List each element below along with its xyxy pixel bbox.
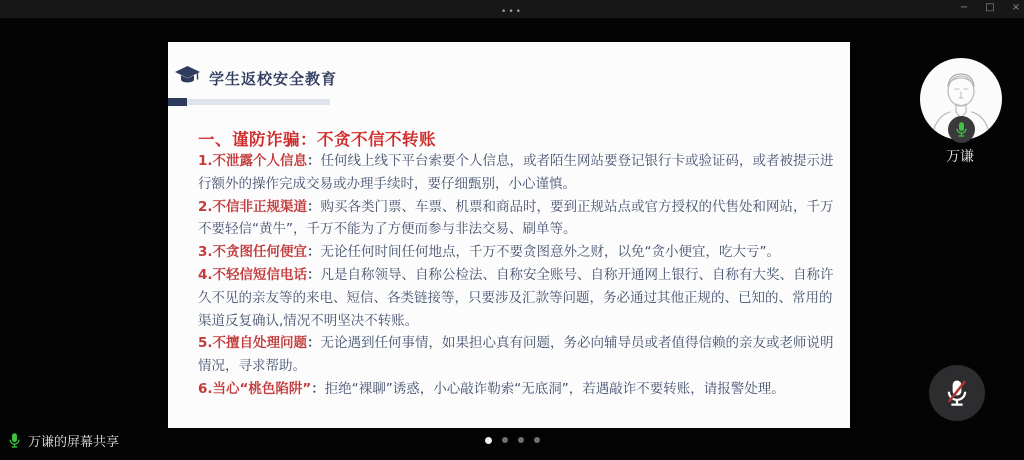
safety-tips-list xyxy=(198,150,842,401)
list-item: 2.不信非正规渠道：购买各类门票、车票、机票和商品时，要到正规站点或官方授权的代售处和网站，千万不要轻信“黄牛”，千万不能为了方便而参与非法交易、刷单等。 xyxy=(198,198,834,238)
section-heading: 一、谨防诈骗：不贪不信不转账 xyxy=(198,130,436,149)
screen-share-label: 万谦的屏幕共享 xyxy=(28,435,120,450)
mic-muted-icon xyxy=(944,378,970,408)
pagination-dot[interactable] xyxy=(534,437,540,443)
pagination-dot[interactable] xyxy=(485,437,492,444)
pagination-dot[interactable] xyxy=(518,437,524,443)
drag-handle[interactable]: ••• xyxy=(501,7,523,17)
item-lead: 5.不擅自处理问题 xyxy=(198,335,308,352)
item-body: 拒绝“裸聊”诱惑，小心敲诈勒索“无底洞”，若遇敲诈不要转账，请报警处理。 xyxy=(324,380,785,397)
graduation-cap-icon xyxy=(174,64,201,92)
pagination xyxy=(0,437,1024,444)
item-lead: 2.不信非正规渠道 xyxy=(198,198,308,215)
item-body: 凡是自称领导、自称公检法、自称安全账号、自称开通网上银行、自称有大奖、自称许久不见的亲友等的来电、短信、各类链接等，只要涉及汇款等问题，务必通过其他正规的、已知的、常用的渠道反复确认,情况不明坚决不转账。 xyxy=(198,266,834,329)
list-item: 5.不擅自处理问题：无论遇到任何事情，如果担心真有问题，务必向辅导员或者值得信赖的亲友或老师说明情况，寻求帮助。 xyxy=(198,335,834,375)
pagination-dot[interactable] xyxy=(502,437,508,443)
mic-muted-button[interactable] xyxy=(929,365,985,421)
divider-accent xyxy=(168,98,187,106)
maximize-button[interactable]: □ xyxy=(985,2,995,13)
participant-tile[interactable] xyxy=(900,56,1020,166)
participant-name: 万谦 xyxy=(946,149,974,165)
header-divider xyxy=(168,98,330,106)
item-body: 无论任何时间任何地点，千万不要贪图意外之财，以免“贪小便宜，吃大亏”。 xyxy=(320,244,781,261)
minimize-button[interactable]: − xyxy=(959,2,969,13)
list-item: 3.不贪图任何便宜：无论任何时间任何地点，千万不要贪图意外之财，以免“贪小便宜，吃大亏”。 xyxy=(198,244,781,261)
list-item: 1.不泄露个人信息：任何线上线下平台索要个人信息，或者陌生网站要登记银行卡或验证码，或者被提示进行额外的操作完成交易或办理手续时，要仔细甄别，小心谨慎。 xyxy=(198,153,834,192)
slide-title: 学生返校安全教育 xyxy=(209,69,338,88)
window-controls xyxy=(958,1,1022,15)
mic-on-icon xyxy=(8,432,21,449)
slide-header xyxy=(174,64,337,92)
item-lead: 1.不泄露个人信息 xyxy=(198,153,308,169)
participant-mic-on-icon xyxy=(948,116,975,143)
item-lead: 4.不轻信短信电话 xyxy=(198,266,308,283)
item-body: 无论遇到任何事情，如果担心真有问题，务必向辅导员或者值得信赖的亲友或老师说明情况，寻求帮助。 xyxy=(198,335,834,375)
item-lead: 3.不贪图任何便宜 xyxy=(198,244,308,261)
item-lead: 6.当心“桃色陷阱” xyxy=(198,380,312,397)
window-titlebar xyxy=(0,0,1024,18)
item-body: 任何线上线下平台索要个人信息，或者陌生网站要登记银行卡或验证码，或者被提示进行额外的操作完成交易或办理手续时，要仔细甄别，小心谨慎。 xyxy=(198,153,834,192)
close-button[interactable]: × xyxy=(1011,2,1021,13)
screen-share-indicator xyxy=(8,431,119,450)
list-item: 6.当心“桃色陷阱”：拒绝“裸聊”诱惑，小心敲诈勒索“无底洞”，若遇敲诈不要转账，请报警处理。 xyxy=(198,380,785,397)
shared-screen-slide xyxy=(168,42,850,428)
divider-track xyxy=(187,99,330,105)
item-body: 购买各类门票、车票、机票和商品时，要到正规站点或官方授权的代售处和网站，千万不要轻信“黄牛”，千万不能为了方便而参与非法交易、刷单等。 xyxy=(198,198,834,238)
list-item: 4.不轻信短信电话：凡是自称领导、自称公检法、自称安全账号、自称开通网上银行、自称有大奖、自称许久不见的亲友等的来电、短信、各类链接等，只要涉及汇款等问题，务必通过其他正规的、已知的、常用的渠道反复确认,情况不明坚决不转账。 xyxy=(198,266,834,329)
